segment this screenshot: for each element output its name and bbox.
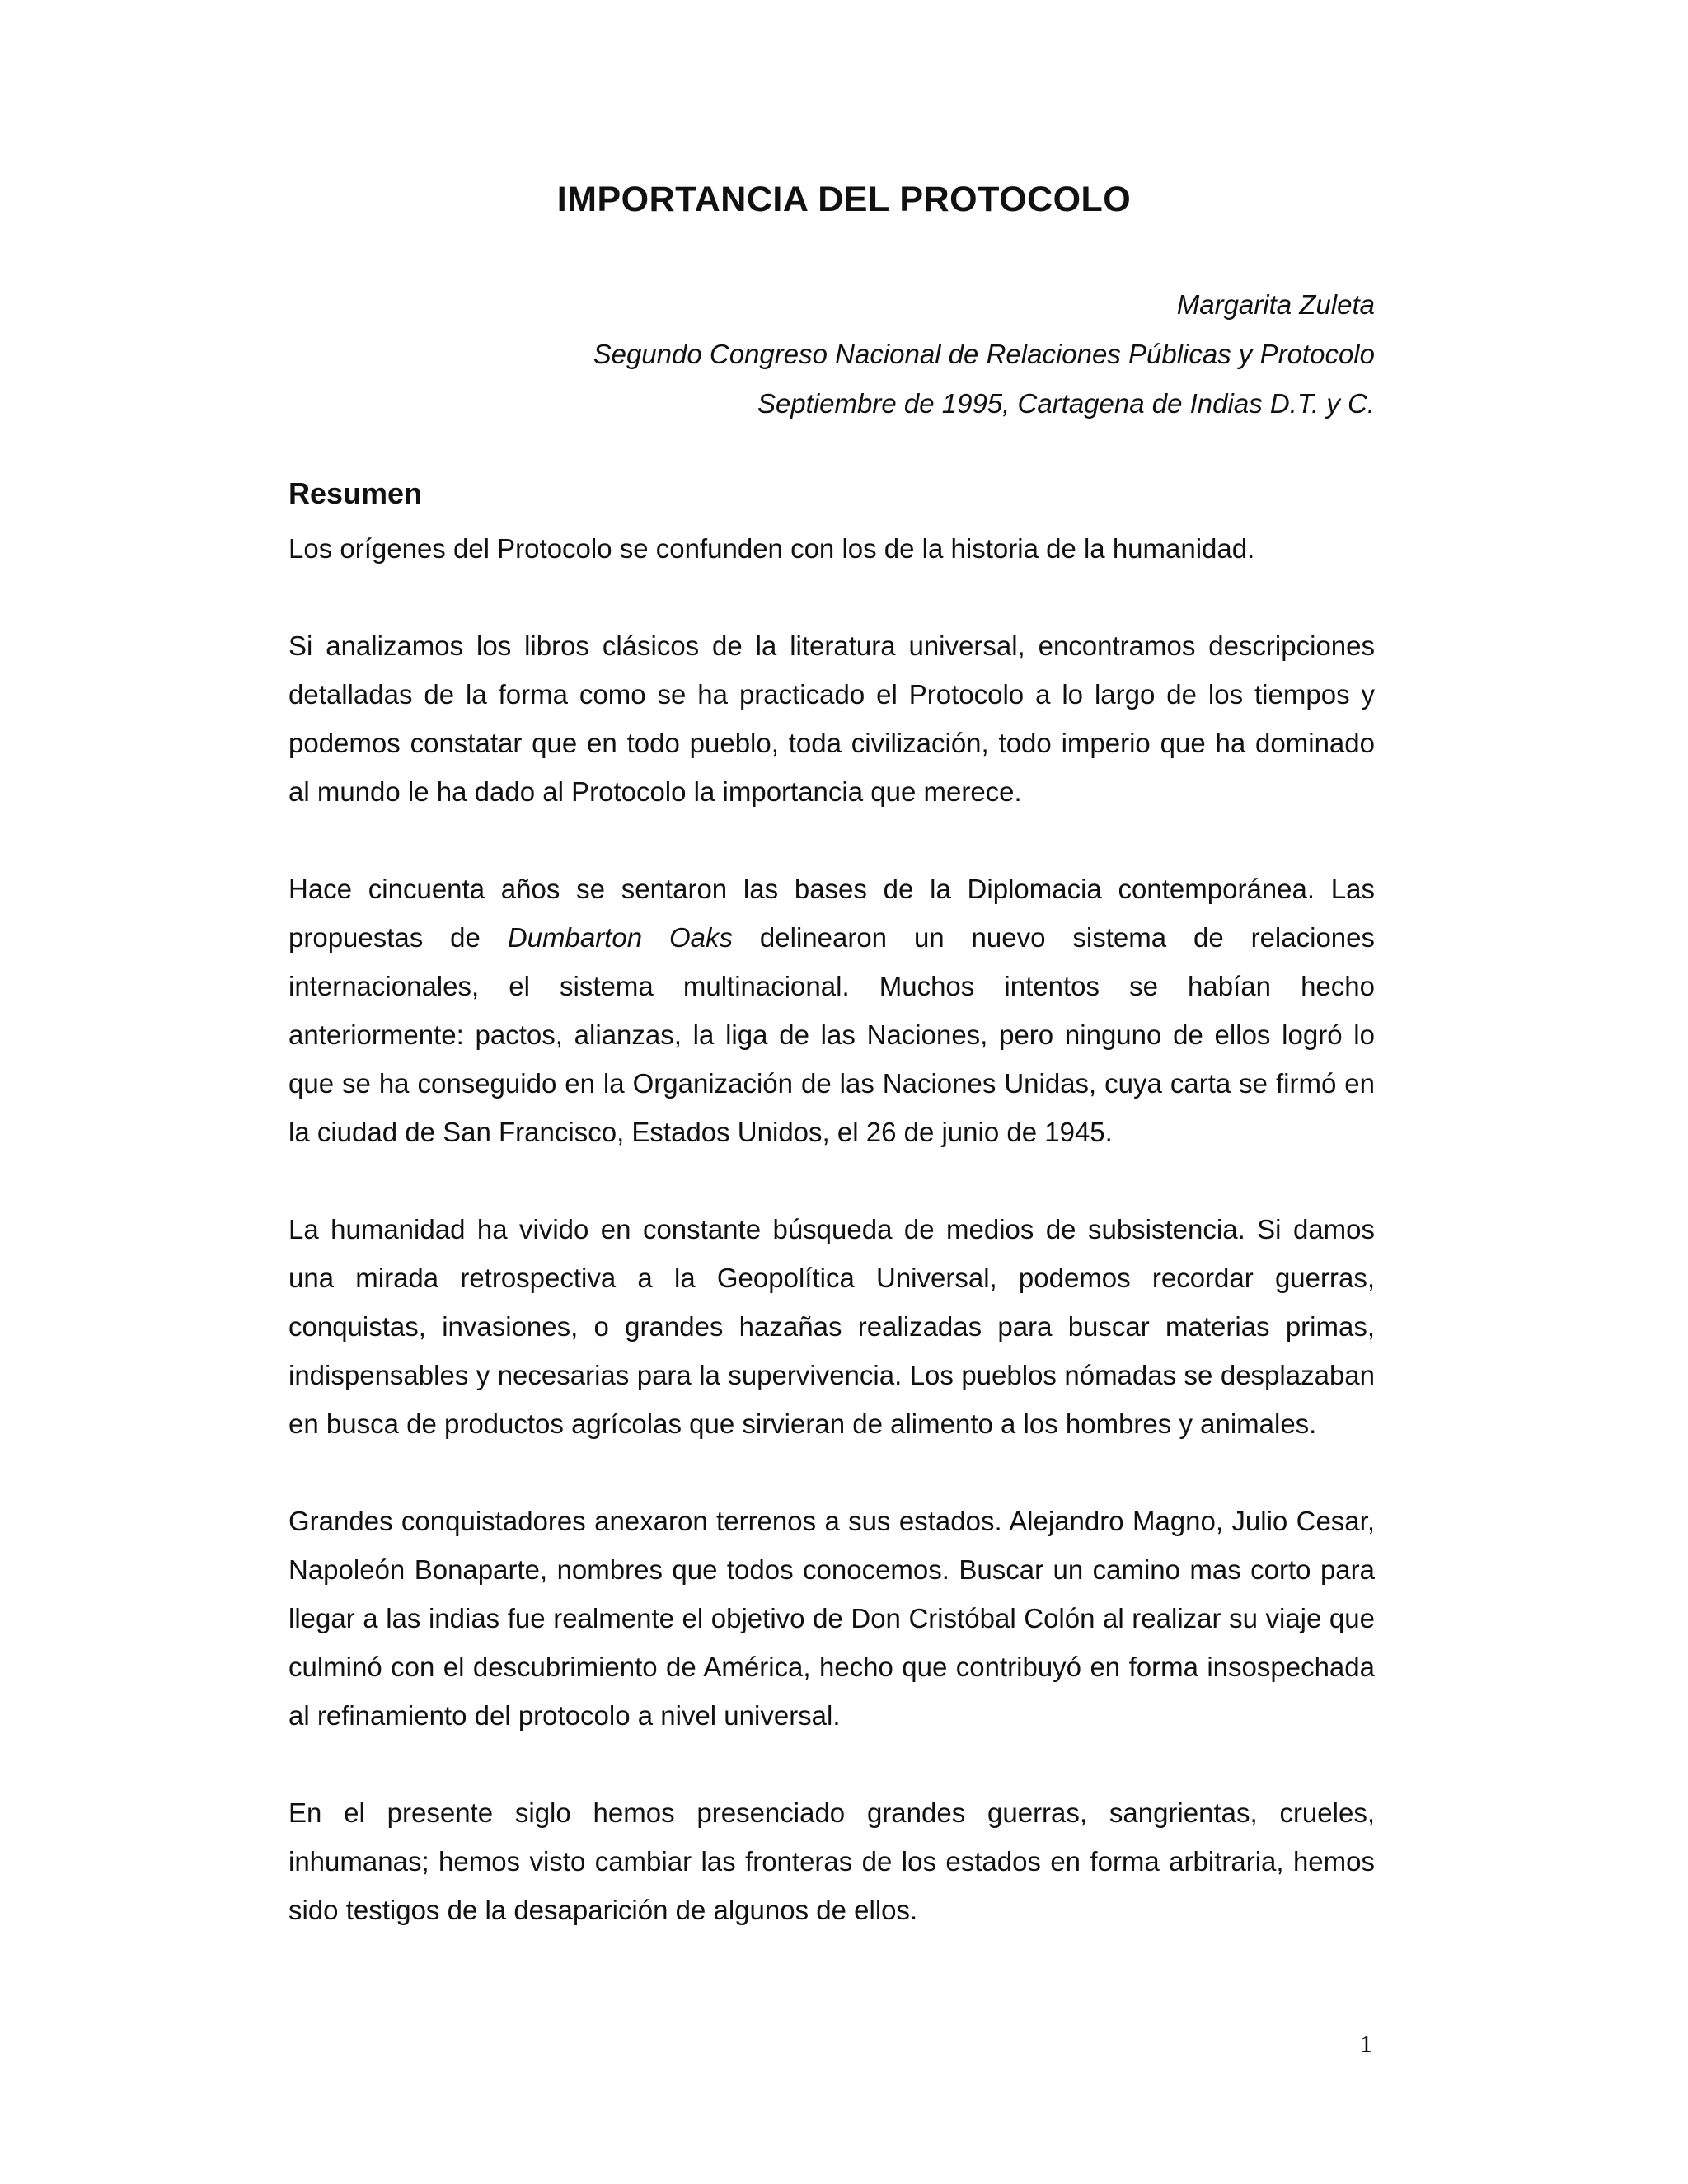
paragraph-3-part-1: Hace cincuenta años se sentaron las bases de la Diplomacia contemporánea. Las propuestas de [288,874,1375,953]
byline [221,280,1375,429]
paragraph-2: Si analizamos los libros clásicos de la literatura universal, encontramos descripciones detalladas de la forma como se ha practicado el Protocolo a lo largo de los tiempos y podemos constatar que en todo pueblo, toda civilización, todo imperio que ha dominado al mundo le ha dado al Protocolo la importancia que merece. [288,630,1375,807]
event-date-place: Septiembre de 1995, Cartagena de Indias D.T. y C. [757,388,1375,419]
document-title: IMPORTANCIA DEL PROTOCOLO [556,180,1132,219]
paragraph-6: En el presente siglo hemos presenciado grandes guerras, sangrientas, crueles, inhumanas; hemos visto cambiar las fronteras de los estados en forma arbitraria, hemos sido testigos de la desaparición de algunos de ellos. [288,1797,1375,1925]
body-text [288,524,1375,1983]
section-heading: Resumen [288,476,423,510]
paragraph-4: La humanidad ha vivido en constante búsqueda de medios de subsistencia. Si damos una mirada retrospectiva a la Geopolítica Universal, podemos recordar guerras, conquistas, invasiones, o grandes hazañas realizadas para buscar materias primas, indispensables y necesarias para la supervivencia. Los pueblos nómadas se desplazaban en busca de productos agrícolas que sirvieran de alimento a los hombres y animales. [288,1214,1375,1439]
emphasis-dumbarton-oaks: Dumbarton Oaks [507,922,733,953]
event-name: Segundo Congreso Nacional de Relaciones Públicas y Protocolo [593,339,1375,369]
paragraph-5: Grandes conquistadores anexaron terrenos a sus estados. Alejandro Magno, Julio Cesar, Napoleón Bonaparte, nombres que todos conocemos. Buscar un camino mas corto para llegar a las indias fue realmente el objetivo de Don Cristóbal Colón al realizar su viaje que culminó con el descubrimiento de América, hecho que contribuyó en forma insospechada al refinamiento del protocolo a nivel universal. [288,1506,1375,1731]
page-number: 1 [1360,2031,1372,2058]
author-name: Margarita Zuleta [1176,289,1375,320]
paragraph-1: Los orígenes del Protocolo se confunden con los de la historia de la humanidad. [288,533,1255,564]
paragraph-3-part-2: delinearon un nuevo sistema de relaciones internacionales, el sistema multinacional. Muchos intentos se habían hecho anteriormente: pactos, alianzas, la liga de las Naciones, pero ninguno de ellos logró lo que se ha conseguido en la Organización de las Naciones Unidas, cuya carta se firmó en la ciudad de San Francisco, Estados Unidos, el 26 de junio de 1945. [288,922,1376,1147]
paragraph-3 [288,865,1375,1156]
